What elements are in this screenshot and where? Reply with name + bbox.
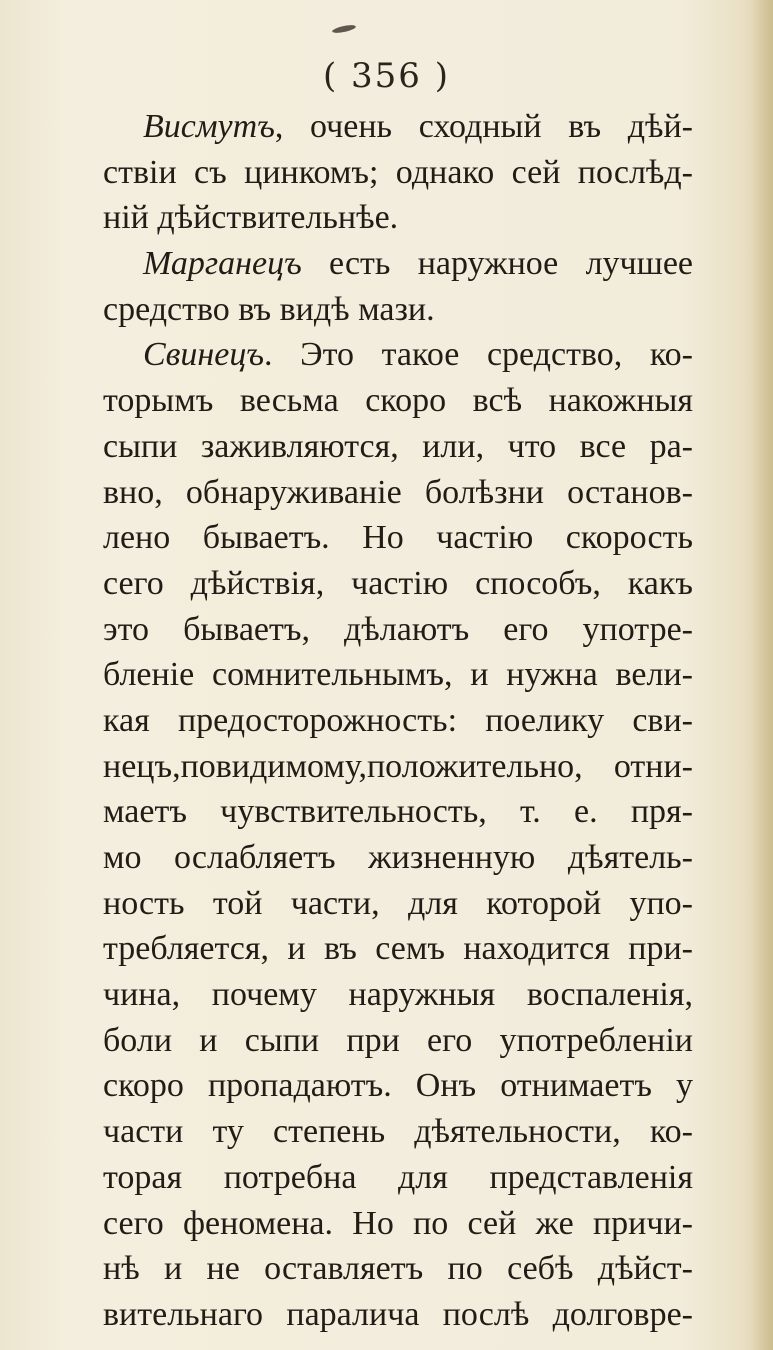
text-span: средство въ видѣ мази. bbox=[103, 290, 435, 328]
text-span: сыпи заживляются, или, что все ра- bbox=[103, 427, 693, 465]
text-span: чина, почему наружныя воспаленія, bbox=[103, 976, 693, 1014]
text-span: части ту степень дѣятельности, ко- bbox=[103, 1113, 693, 1151]
text-line bbox=[103, 1155, 693, 1201]
text-line bbox=[103, 378, 693, 424]
text-line bbox=[103, 1109, 693, 1155]
text-line bbox=[103, 287, 693, 333]
text-span: ствіи съ цинкомъ; однако сей послѣд- bbox=[103, 153, 693, 191]
text-line bbox=[103, 1292, 693, 1338]
text-span: торая потребна для представленія bbox=[103, 1158, 693, 1196]
text-span: сего дѣйствія, частію способъ, какъ bbox=[103, 564, 693, 602]
text-line bbox=[103, 515, 693, 561]
text-line bbox=[103, 972, 693, 1018]
text-line bbox=[103, 195, 693, 241]
text-line bbox=[103, 561, 693, 607]
text-span: сего феномена. Но по сей же причи- bbox=[103, 1204, 693, 1242]
text-line bbox=[103, 926, 693, 972]
text-line bbox=[103, 1063, 693, 1109]
text-span: боли и сыпи при его употребленіи bbox=[103, 1021, 693, 1059]
text-span: требляется, и въ семъ находится при- bbox=[103, 930, 693, 968]
text-span: лено бываетъ. Но частію скорость bbox=[103, 519, 693, 557]
text-span: , очень сходный въ дѣй- bbox=[274, 108, 693, 145]
text-line bbox=[103, 881, 693, 927]
text-span: вно, обнаруживаніе болѣзни останов- bbox=[103, 473, 693, 511]
text-span: это бываетъ, дѣлаютъ его употре- bbox=[103, 610, 693, 648]
text-span: ній дѣйствительнѣе. bbox=[103, 199, 399, 237]
ink-mark bbox=[332, 24, 357, 35]
text-line bbox=[103, 470, 693, 516]
text-line bbox=[103, 1201, 693, 1247]
text-span: маетъ чувствительность, т. е. пря- bbox=[103, 793, 693, 831]
text-span: нѣ и не оставляетъ по себѣ дѣйст- bbox=[103, 1250, 693, 1288]
text-line bbox=[103, 332, 693, 378]
text-span: ность той части, для которой упо- bbox=[103, 884, 693, 922]
italic-term: Марганецъ bbox=[143, 245, 302, 283]
text-span: есть наружное лучшее bbox=[301, 245, 693, 283]
text-span: торымъ весьма скоро всѣ накожныя bbox=[103, 382, 693, 420]
italic-term: Висмутъ bbox=[143, 108, 275, 145]
italic-term: Свинецъ bbox=[143, 336, 265, 374]
text-line bbox=[103, 607, 693, 653]
text-span: бленіе сомнительнымъ, и нужна вели- bbox=[103, 656, 693, 694]
text-span: вительнаго паралича послѣ долговре- bbox=[103, 1295, 693, 1333]
text-line bbox=[103, 1018, 693, 1064]
text-line bbox=[103, 104, 693, 150]
text-span: скоро пропадаютъ. Онъ отнимаетъ у bbox=[103, 1067, 693, 1105]
text-line bbox=[103, 424, 693, 470]
text-span: . Это такое средство, ко- bbox=[264, 336, 693, 374]
text-line bbox=[103, 241, 693, 287]
page-number: ( 356 ) bbox=[322, 56, 451, 96]
text-line bbox=[103, 744, 693, 790]
text-line bbox=[103, 150, 693, 196]
text-line bbox=[103, 698, 693, 744]
text-span: мо ослабляетъ жизненную дѣятель- bbox=[103, 839, 693, 876]
body-text bbox=[103, 104, 693, 1338]
text-line bbox=[103, 652, 693, 698]
text-span: нецъ,повидимому,положительно, отни- bbox=[103, 747, 693, 785]
text-span: кая предосторожность: поелику сви- bbox=[103, 701, 693, 739]
text-line bbox=[103, 789, 693, 835]
page-edge-shadow bbox=[751, 0, 773, 1350]
text-line bbox=[103, 835, 693, 881]
text-line bbox=[103, 1246, 693, 1292]
